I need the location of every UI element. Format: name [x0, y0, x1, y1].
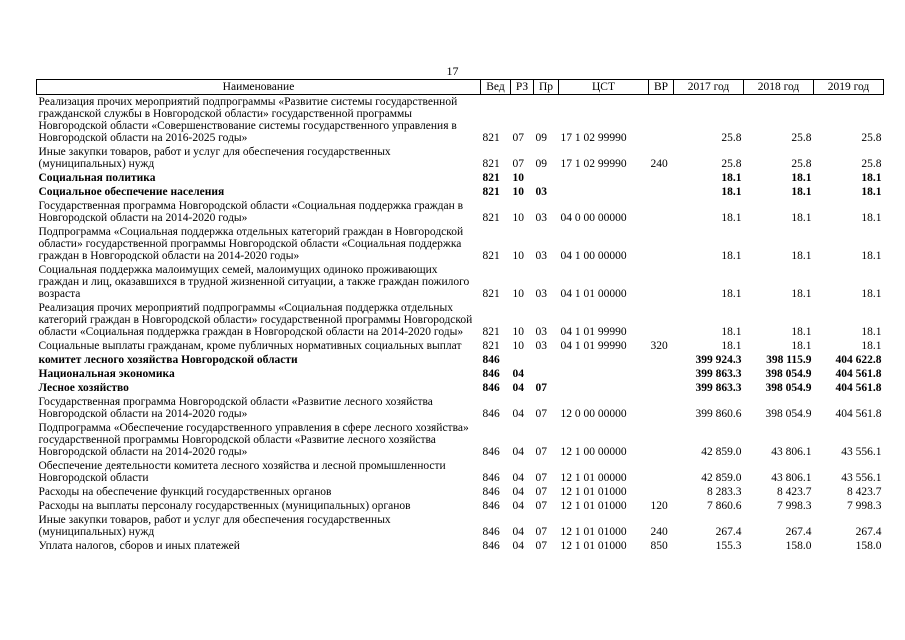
- cell-2018: 18.1: [791, 288, 812, 300]
- cell-2017: 155.3: [715, 540, 742, 552]
- cell-2017: 42 859.0: [701, 446, 742, 458]
- cell-cst: 12 1 01 01000: [560, 540, 627, 552]
- cell-ved: 821: [482, 172, 500, 184]
- cell-cst: 04 0 00 00000: [560, 212, 627, 224]
- cell-2018: 267.4: [785, 526, 812, 538]
- cell-2019: 404 561.8: [835, 408, 882, 420]
- table-row: [37, 421, 884, 459]
- cell-cst: 12 1 01 01000: [560, 526, 627, 538]
- header-2019: 2019 год: [814, 80, 884, 95]
- page-number: 17: [446, 64, 459, 78]
- cell-pr: 07: [535, 382, 547, 394]
- cell-name: Реализация прочих мероприятий подпрограммы «Социальная поддержка отдельных категорий граждан в Новгородской области» государственной программы Новгородской области «Социальная поддержка граждан в Новгородской области на 2014-2020 годы»: [38, 302, 473, 338]
- cell-pr: 09: [535, 158, 547, 170]
- cell-ved: 846: [482, 382, 500, 394]
- cell-2018: 18.1: [791, 172, 812, 184]
- cell-2018: 398 115.9: [766, 354, 812, 366]
- cell-vr: [649, 381, 674, 395]
- cell-name: Социальные выплаты гражданам, кроме публичных нормативных социальных выплат: [38, 340, 462, 352]
- cell-2017: 18.1: [721, 326, 742, 338]
- cell-2019: 18.1: [861, 212, 882, 224]
- cell-cst: [559, 185, 649, 199]
- cell-ved: 846: [482, 408, 500, 420]
- header-ved: Вед: [481, 80, 511, 95]
- cell-pr: 07: [535, 526, 547, 538]
- cell-ved: 821: [482, 250, 500, 262]
- cell-2019: 18.1: [861, 340, 882, 352]
- table-row: [37, 185, 884, 199]
- cell-pr: 03: [535, 340, 547, 352]
- cell-name: Подпрограмма «Обеспечение государственного управления в сфере лесного хозяйства» государственной программы Новгородской области «Развитие лесного хозяйства Новгородской области на 2014-2020 годы»: [38, 422, 469, 458]
- cell-rz: 07: [512, 132, 524, 144]
- cell-2017: 25.8: [721, 158, 742, 170]
- cell-2019: 404 561.8: [835, 368, 882, 380]
- cell-rz: 04: [512, 408, 524, 420]
- cell-2018: 398 054.9: [765, 382, 812, 394]
- cell-pr: 09: [535, 132, 547, 144]
- cell-name: Уплата налогов, сборов и иных платежей: [38, 540, 240, 552]
- cell-pr: 03: [535, 326, 547, 338]
- cell-2017: 25.8: [721, 132, 742, 144]
- cell-ved: 821: [482, 158, 500, 170]
- cell-rz: 04: [512, 526, 524, 538]
- cell-vr: [649, 353, 674, 367]
- cell-rz: 04: [512, 500, 524, 512]
- cell-name: Обеспечение деятельности комитета лесного хозяйства и лесной промышленности Новгородской области: [38, 460, 446, 484]
- cell-ved: 846: [482, 500, 500, 512]
- cell-2018: 18.1: [791, 186, 812, 198]
- cell-name: Иные закупки товаров, работ и услуг для обеспечения государственных (муниципальных) нужд: [38, 146, 391, 170]
- cell-rz: 10: [512, 212, 524, 224]
- table-row: [37, 539, 884, 553]
- cell-2017: 8 283.3: [707, 486, 742, 498]
- cell-rz: 04: [512, 472, 524, 484]
- cell-2017: 7 860.6: [707, 500, 742, 512]
- cell-2017: 399 863.3: [695, 382, 742, 394]
- cell-2017: 399 860.6: [695, 408, 742, 420]
- table-row: [37, 513, 884, 539]
- cell-cst: 04 1 01 00000: [560, 288, 627, 300]
- cell-pr: [534, 353, 559, 367]
- cell-vr: [649, 459, 674, 485]
- budget-table: [36, 79, 884, 553]
- cell-2019: 25.8: [861, 158, 882, 170]
- cell-vr: [649, 95, 674, 146]
- cell-pr: [534, 171, 559, 185]
- cell-cst: [559, 367, 649, 381]
- cell-2019: 18.1: [861, 186, 882, 198]
- cell-pr: 03: [535, 288, 547, 300]
- cell-2018: 18.1: [791, 250, 812, 262]
- cell-name: Социальная политика: [38, 172, 156, 184]
- cell-2017: 18.1: [721, 212, 742, 224]
- cell-ved: 846: [482, 540, 500, 552]
- cell-pr: 07: [535, 408, 547, 420]
- table-row: [37, 199, 884, 225]
- cell-name: Государственная программа Новгородской области «Социальная поддержка граждан в Новгородской области на 2014-2020 годы»: [38, 200, 464, 224]
- cell-rz: 10: [512, 186, 524, 198]
- cell-vr: 240: [650, 526, 668, 538]
- cell-2018: 18.1: [791, 340, 812, 352]
- cell-2019: 7 998.3: [847, 500, 882, 512]
- cell-2017: 399 863.3: [695, 368, 742, 380]
- cell-pr: 07: [535, 446, 547, 458]
- cell-cst: 12 1 01 00000: [560, 472, 627, 484]
- cell-vr: [649, 263, 674, 301]
- cell-name: Расходы на выплаты персоналу государственных (муниципальных) органов: [38, 500, 411, 512]
- cell-cst: 04 1 00 00000: [560, 250, 627, 262]
- cell-name: Подпрограмма «Социальная поддержка отдельных категорий граждан в Новгородской области» государственной программы Новгородской области «Социальная поддержка граждан в Новгородской области на 2014-2020 годы»: [38, 226, 464, 262]
- cell-2019: 18.1: [861, 326, 882, 338]
- cell-2018: 398 054.9: [765, 408, 812, 420]
- cell-pr: 03: [535, 186, 547, 198]
- cell-2019: 18.1: [861, 250, 882, 262]
- cell-ved: 846: [482, 354, 500, 366]
- cell-2019: 8 423.7: [847, 486, 882, 498]
- cell-2017: 18.1: [721, 250, 742, 262]
- header-pr: Пр: [534, 80, 559, 95]
- cell-2019: 43 556.1: [841, 446, 882, 458]
- table-row: [37, 225, 884, 263]
- cell-cst: [559, 353, 649, 367]
- cell-rz: [511, 353, 534, 367]
- header-vr: ВР: [649, 80, 674, 95]
- cell-rz: 07: [512, 158, 524, 170]
- cell-vr: 320: [650, 340, 668, 352]
- cell-cst: [559, 171, 649, 185]
- table-row: [37, 353, 884, 367]
- table-header-row: [37, 80, 884, 95]
- cell-2017: 18.1: [721, 172, 742, 184]
- header-2018: 2018 год: [744, 80, 814, 95]
- cell-vr: 120: [650, 500, 668, 512]
- cell-2019: 267.4: [855, 526, 882, 538]
- cell-ved: 821: [482, 212, 500, 224]
- cell-vr: [649, 199, 674, 225]
- cell-ved: 846: [482, 368, 500, 380]
- table-row: [37, 263, 884, 301]
- table-row: [37, 485, 884, 499]
- cell-ved: 846: [482, 526, 500, 538]
- cell-2019: 18.1: [861, 288, 882, 300]
- cell-rz: 04: [512, 382, 524, 394]
- cell-name: Реализация прочих мероприятий подпрограммы «Развитие системы государственной гражданской службы в Новгородской области» государственной программы Новгородской области «Совершенствование системы государственного управления в Новгородской области на 2016-2025 годы»: [38, 96, 458, 144]
- cell-2018: 43 806.1: [771, 446, 812, 458]
- cell-ved: 821: [482, 288, 500, 300]
- table-row: [37, 459, 884, 485]
- cell-cst: 12 1 01 01000: [560, 500, 627, 512]
- cell-rz: 10: [512, 326, 524, 338]
- cell-cst: 12 0 00 00000: [560, 408, 627, 420]
- cell-vr: [649, 225, 674, 263]
- cell-2019: 25.8: [861, 132, 882, 144]
- cell-vr: 240: [650, 158, 668, 170]
- table-row: [37, 367, 884, 381]
- cell-ved: 846: [482, 446, 500, 458]
- cell-rz: 04: [512, 540, 524, 552]
- table-row: [37, 499, 884, 513]
- cell-vr: [649, 485, 674, 499]
- cell-2019: 43 556.1: [841, 472, 882, 484]
- table-row: [37, 301, 884, 339]
- cell-pr: 07: [535, 500, 547, 512]
- table-row: [37, 95, 884, 146]
- cell-cst: 04 1 01 99990: [560, 326, 627, 338]
- header-2017: 2017 год: [674, 80, 744, 95]
- table-row: [37, 381, 884, 395]
- cell-2019: 158.0: [855, 540, 882, 552]
- cell-2018: 43 806.1: [771, 472, 812, 484]
- cell-vr: [649, 395, 674, 421]
- table-row: [37, 395, 884, 421]
- cell-name: Лесное хозяйство: [38, 382, 129, 394]
- cell-rz: 10: [512, 288, 524, 300]
- cell-rz: 04: [512, 486, 524, 498]
- cell-name: комитет лесного хозяйства Новгородской области: [38, 354, 298, 366]
- cell-2017: 18.1: [721, 340, 742, 352]
- cell-cst: 17 1 02 99990: [560, 158, 627, 170]
- cell-2017: 18.1: [721, 186, 742, 198]
- cell-cst: 12 1 01 01000: [560, 486, 627, 498]
- cell-pr: 07: [535, 486, 547, 498]
- cell-pr: 03: [535, 250, 547, 262]
- cell-ved: 821: [482, 132, 500, 144]
- table-row: [37, 339, 884, 353]
- cell-name: Расходы на обеспечение функций государственных органов: [38, 486, 332, 498]
- cell-cst: 12 1 00 00000: [560, 446, 627, 458]
- cell-name: Национальная экономика: [38, 368, 175, 380]
- cell-vr: [649, 421, 674, 459]
- cell-2019: 18.1: [861, 172, 882, 184]
- cell-ved: 821: [482, 186, 500, 198]
- cell-cst: 04 1 01 99990: [560, 340, 627, 352]
- cell-ved: 846: [482, 486, 500, 498]
- cell-2017: 18.1: [721, 288, 742, 300]
- cell-ved: 821: [482, 340, 500, 352]
- cell-2018: 25.8: [791, 132, 812, 144]
- cell-2018: 8 423.7: [777, 486, 812, 498]
- cell-2018: 25.8: [791, 158, 812, 170]
- header-cst: ЦСТ: [559, 80, 649, 95]
- cell-2018: 18.1: [791, 326, 812, 338]
- cell-pr: 07: [535, 472, 547, 484]
- header-name: Наименование: [37, 80, 481, 95]
- cell-pr: [534, 367, 559, 381]
- cell-2017: 267.4: [715, 526, 742, 538]
- table-body: [37, 95, 884, 554]
- cell-rz: 04: [512, 368, 524, 380]
- cell-vr: [649, 301, 674, 339]
- cell-pr: 03: [535, 212, 547, 224]
- cell-vr: [649, 367, 674, 381]
- cell-vr: [649, 171, 674, 185]
- table-row: [37, 145, 884, 171]
- cell-2019: 404 561.8: [835, 382, 882, 394]
- cell-2018: 7 998.3: [777, 500, 812, 512]
- cell-cst: 17 1 02 99990: [560, 132, 627, 144]
- cell-name: Государственная программа Новгородской области «Развитие лесного хозяйства Новгородской области на 2014-2020 годы»: [38, 396, 433, 420]
- cell-2017: 399 924.3: [695, 354, 742, 366]
- cell-2017: 42 859.0: [701, 472, 742, 484]
- cell-rz: 10: [512, 340, 524, 352]
- cell-2018: 18.1: [791, 212, 812, 224]
- cell-name: Социальная поддержка малоимущих семей, малоимущих одиноко проживающих граждан и лиц, оказавшихся в трудной жизненной ситуации, а также граждан пожилого возраста: [38, 264, 470, 300]
- cell-cst: [559, 381, 649, 395]
- cell-rz: 04: [512, 446, 524, 458]
- cell-ved: 821: [482, 326, 500, 338]
- cell-2018: 158.0: [785, 540, 812, 552]
- cell-vr: [649, 185, 674, 199]
- cell-2019: 404 622.8: [835, 354, 882, 366]
- cell-ved: 846: [482, 472, 500, 484]
- cell-rz: 10: [512, 250, 524, 262]
- cell-rz: 10: [512, 172, 524, 184]
- cell-pr: 07: [535, 540, 547, 552]
- cell-2018: 398 054.9: [765, 368, 812, 380]
- cell-name: Иные закупки товаров, работ и услуг для обеспечения государственных (муниципальных) нужд: [38, 514, 391, 538]
- table-row: [37, 171, 884, 185]
- cell-name: Социальное обеспечение населения: [38, 186, 225, 198]
- header-rz: РЗ: [511, 80, 534, 95]
- cell-vr: 850: [650, 540, 668, 552]
